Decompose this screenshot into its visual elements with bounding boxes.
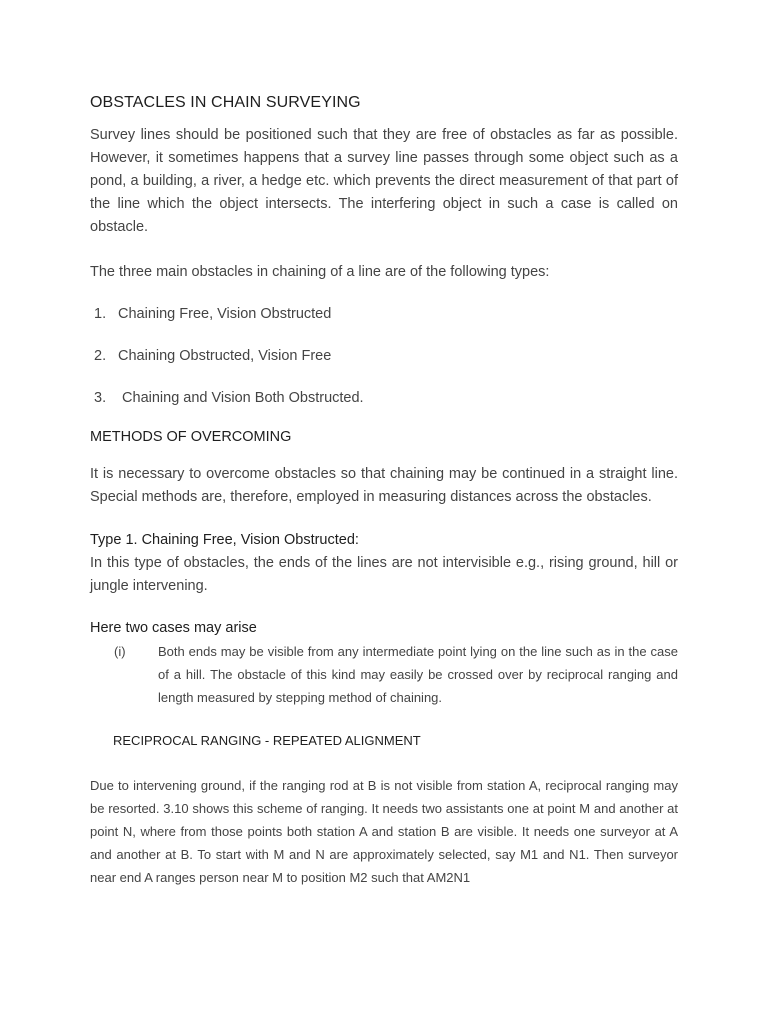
types-intro-text: The three main obstacles in chaining of a line are of the following types: xyxy=(90,264,550,280)
methods-paragraph: It is necessary to overcome obstacles so that chaining may be continued in a straight line. Special methods are, therefore, employed in measuring distances across the obstacles. xyxy=(90,466,678,505)
list-item-label: Chaining and Vision Both Obstructed. xyxy=(118,390,364,406)
case-number: (i) xyxy=(114,644,126,659)
reciprocal-ranging-paragraph: Due to intervening ground, if the ranging rod at B is not visible from station A, reciprocal ranging may be resorted. 3.10 shows this scheme of ranging. It needs two assistants one at point M and another at point N, where from those points both station A and station B are visible. It needs one surveyor at A and another at B. To start with M and N are approximately selected, say M1 and N1. Then surveyor near end A ranges person near M to position M2 such that AM2N1 xyxy=(90,778,678,885)
page-title: OBSTACLES IN CHAIN SURVEYING xyxy=(90,94,361,111)
case-text: Both ends may be visible from any intermediate point lying on the line such as in the case of a hill. The obstacle of this kind may easily be crossed over by reciprocal ranging and length measured by stepping method of chaining. xyxy=(158,644,678,705)
list-item xyxy=(90,387,678,410)
reciprocal-ranging-heading: RECIPROCAL RANGING - REPEATED ALIGNMENT xyxy=(113,733,421,748)
type1-heading: Type 1. Chaining Free, Vision Obstructed: xyxy=(90,532,359,548)
list-item xyxy=(90,345,678,368)
list-item-label: Chaining Free, Vision Obstructed xyxy=(118,306,332,322)
list-item-number: 3. xyxy=(94,390,107,406)
cases-heading: Here two cases may arise xyxy=(90,620,257,636)
obstacle-types-list xyxy=(90,303,678,410)
intro-paragraph: Survey lines should be positioned such that they are free of obstacles as far as possible. However, it sometimes happens that a survey line passes through some object such as a pond, a building, a river, a hedge etc. which prevents the direct measurement of that part of the line which the object intersects. The interfering object in such a case is called on obstacle. xyxy=(90,127,678,235)
list-item xyxy=(90,303,678,326)
list-item-number: 1. xyxy=(94,306,107,322)
methods-heading: METHODS OF OVERCOMING xyxy=(90,429,292,445)
case-item xyxy=(90,640,678,709)
list-item-label: Chaining Obstructed, Vision Free xyxy=(118,348,332,364)
document-page xyxy=(90,94,678,889)
list-item-number: 2. xyxy=(94,348,107,364)
type1-paragraph: In this type of obstacles, the ends of the lines are not intervisible e.g., rising ground, hill or jungle intervening. xyxy=(90,555,678,594)
